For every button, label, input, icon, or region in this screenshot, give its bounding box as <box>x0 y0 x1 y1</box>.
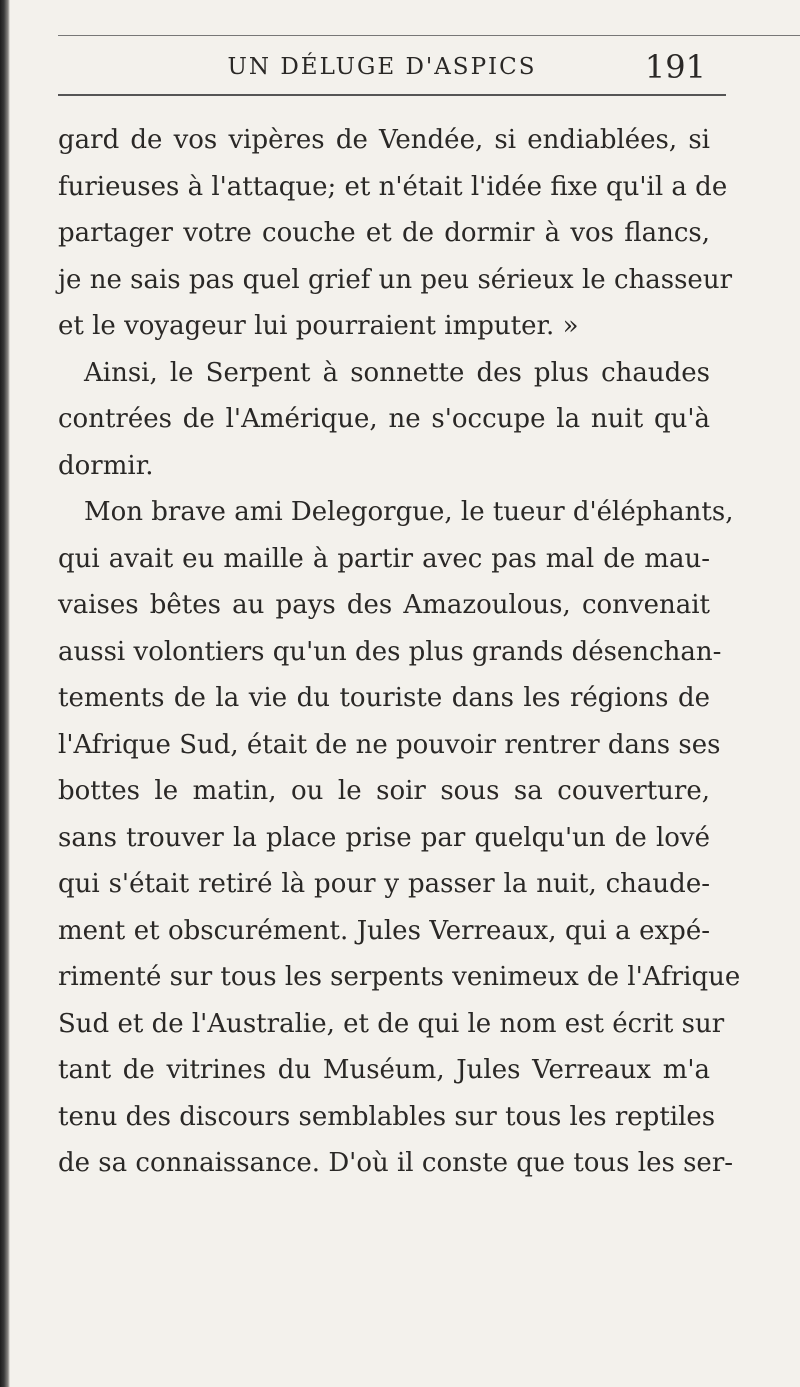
text-line: sans trouver la place prise par quelqu'un de lové <box>58 822 710 853</box>
text-line: l'Afrique Sud, était de ne pouvoir rentrer dans ses <box>58 729 721 760</box>
text-line: contrées de l'Amérique, ne s'occupe la nuit qu'à <box>58 404 710 434</box>
text-line: rimenté sur tous les serpents venimeux de l'Afrique <box>58 962 741 992</box>
text-line: vaises bêtes au pays des Amazoulous, convenait <box>58 590 710 620</box>
paragraph-start-line: Mon brave ami Delegorgue, le tueur d'éléphants, <box>84 497 734 527</box>
body-text <box>58 117 741 1187</box>
text-line: de sa connaissance. D'où il conste que tous les ser- <box>58 1148 734 1178</box>
text-line: tenu des discours semblables sur tous les reptiles <box>58 1101 716 1132</box>
text-line: Sud et de l'Australie, et de qui le nom est écrit sur <box>58 1008 725 1039</box>
text-line: tements de la vie du touriste dans les régions de <box>58 683 710 713</box>
running-title: UN DÉLUGE D'ASPICS <box>227 54 537 80</box>
paragraph-start-line: Ainsi, le Serpent à sonnette des plus chaudes <box>84 357 710 388</box>
text-line: gard de vos vipères de Vendée, si endiablées, si <box>58 125 710 155</box>
text-line: et le voyageur lui pourraient imputer. » <box>58 311 579 341</box>
header-rule-bottom <box>58 94 726 96</box>
page-number: 191 <box>644 48 706 86</box>
page-binding-edge <box>0 0 10 1387</box>
text-line: qui s'était retiré là pour y passer la nuit, chaude- <box>58 869 710 899</box>
header-rule-top <box>58 35 800 36</box>
text-line: aussi volontiers qu'un des plus grands désenchan- <box>58 636 722 667</box>
text-line: tant de vitrines du Muséum, Jules Verreaux m'a <box>58 1055 710 1085</box>
text-line: bottes le matin, ou le soir sous sa couverture, <box>58 776 710 806</box>
text-line: dormir. <box>58 450 154 481</box>
text-line: partager votre couche et de dormir à vos flancs, <box>58 218 710 248</box>
text-line: je ne sais pas quel grief un peu sérieux le chasseur <box>58 264 732 295</box>
text-line: ment et obscurément. Jules Verreaux, qui a expé- <box>58 915 710 946</box>
text-line: qui avait eu maille à partir avec pas mal de mau- <box>58 543 710 574</box>
text-line: furieuses à l'attaque; et n'était l'idée fixe qu'il a de <box>58 171 728 202</box>
running-header <box>58 48 706 88</box>
